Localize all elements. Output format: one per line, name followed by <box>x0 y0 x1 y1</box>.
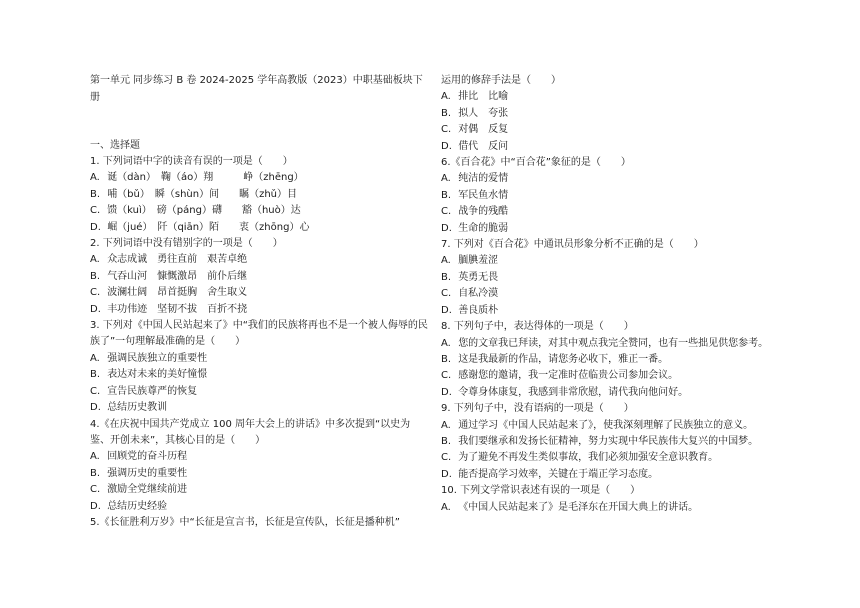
question-stem: 1. 下列词语中字的读音有误的一项是（ ） <box>90 156 293 167</box>
option-label: C. <box>441 124 452 136</box>
option-text: 总结历史教训 <box>107 402 168 414</box>
option-label: B. <box>441 353 452 365</box>
option-text: 强调民族独立的重要性 <box>107 352 208 364</box>
question-stem: 10. 下列文学常识表述有误的一项是（ ） <box>441 485 641 497</box>
answer-option <box>441 336 779 352</box>
question-stem: 5.《长征胜利万岁》中“长征是宣言书，长征是宣传队，长征是播种机” <box>90 516 400 528</box>
answer-option <box>441 106 779 122</box>
question-stem: 6.《百合花》中“百合花”象征的是（ ） <box>441 157 631 169</box>
option-text: 哺（bǔ） 瞬（shùn）间 瞩（zhǔ）目 <box>107 188 298 200</box>
option-text: 这是我最新的作品，请您务必收下，雅正一番。 <box>458 353 669 365</box>
option-text: 激励全党继续前进 <box>107 484 188 496</box>
document-title: 第一单元 同步练习 B 卷 2024-2025 学年高教版（2023）中职基础板块下册 <box>90 75 423 103</box>
answer-option <box>441 467 779 483</box>
option-label: B. <box>90 467 101 479</box>
question-stem: 4.《在庆祝中国共产党成立 100 周年大会上的讲话》中多次提到“以史为鉴、开创未来”，其核心目的是（ ） <box>90 418 411 446</box>
option-label: D. <box>90 303 101 315</box>
option-text: 您的文章我已拜读，对其中观点我完全赞同，也有一些拙见供您参考。 <box>458 337 769 349</box>
option-text: 《中国人民站起来了》是毛泽东在开国大典上的讲话。 <box>458 501 699 513</box>
answer-option <box>90 302 428 318</box>
option-text: 军民鱼水情 <box>458 189 509 201</box>
option-label: C. <box>441 452 452 464</box>
option-label: C. <box>441 206 452 218</box>
answer-option <box>90 170 428 186</box>
option-text: 波澜壮阔 昂首挺胸 舍生取义 <box>107 287 248 299</box>
option-text: 感谢您的邀请，我一定准时莅临贵公司参加会议。 <box>458 370 679 382</box>
option-label: A. <box>441 501 451 513</box>
question-list-right <box>441 73 779 516</box>
option-label: C. <box>90 205 101 217</box>
answer-option <box>90 499 428 515</box>
option-label: D. <box>90 221 101 233</box>
section-heading: 一、选择题 <box>90 140 140 151</box>
answer-option <box>441 171 779 187</box>
answer-option <box>441 434 779 450</box>
option-text: 回顾党的奋斗历程 <box>107 451 188 463</box>
option-label: B. <box>90 188 101 200</box>
answer-option <box>441 122 779 138</box>
answer-option <box>90 400 428 416</box>
question-stem: 3. 下列对《中国人民站起来了》中“我们的民族将再也不是一个被人侮辱的民族了”一句理解最准确的是（ ） <box>90 320 428 348</box>
answer-option <box>441 204 779 220</box>
option-label: B. <box>441 107 452 119</box>
option-text: 表达对未来的美好憧憬 <box>107 369 208 381</box>
option-text: 对偶 反复 <box>458 124 509 136</box>
option-text: 自私冷漠 <box>458 288 499 300</box>
option-text: 能否提高学习效率，关键在于端正学习态度。 <box>458 468 659 480</box>
option-label: D. <box>441 140 452 152</box>
option-label: A. <box>90 352 100 364</box>
answer-option <box>441 352 779 368</box>
option-label: C. <box>90 287 101 299</box>
option-label: D. <box>441 304 452 316</box>
question-stem: 2. 下列词语中没有错别字的一项是（ ） <box>90 238 283 250</box>
option-text: 崛（jué） 阡（qiān）陌 衷（zhōng）心 <box>107 221 310 233</box>
answer-option <box>441 500 779 516</box>
answer-option <box>441 450 779 466</box>
question-stem: 运用的修辞手法是（ ） <box>441 75 561 86</box>
answer-option <box>441 385 779 401</box>
answer-option <box>441 139 779 155</box>
option-text: 纯洁的爱情 <box>458 173 509 185</box>
option-label: A. <box>90 172 100 184</box>
answer-option <box>90 449 428 465</box>
option-label: A. <box>441 419 451 431</box>
option-text: 众志成诚 勇往直前 艰苦卓绝 <box>107 254 248 266</box>
option-label: B. <box>441 189 452 201</box>
option-text: 宣告民族尊严的恢复 <box>107 385 198 397</box>
option-label: A. <box>90 451 100 463</box>
option-label: D. <box>441 468 452 480</box>
option-label: D. <box>441 386 452 398</box>
option-text: 生命的脆弱 <box>458 222 509 234</box>
question-stem: 9. 下列句子中，没有语病的一项是（ ） <box>441 403 634 415</box>
answer-option <box>90 269 428 285</box>
answer-option <box>90 285 428 301</box>
question-stem: 8. 下列句子中，表达得体的一项是（ ） <box>441 321 634 333</box>
answer-option <box>441 303 779 319</box>
answer-option <box>90 367 428 383</box>
answer-option <box>441 418 779 434</box>
answer-option <box>90 351 428 367</box>
answer-option <box>441 188 779 204</box>
option-text: 借代 反问 <box>458 140 509 152</box>
answer-option <box>90 466 428 482</box>
answer-option <box>441 89 779 105</box>
option-text: 令尊身体康复，我感到非常欣慰，请代我向他问好。 <box>458 386 689 398</box>
option-text: 排比 比喻 <box>458 91 509 103</box>
option-label: B. <box>441 435 452 447</box>
option-text: 战争的残酷 <box>458 206 509 218</box>
option-label: D. <box>90 500 101 512</box>
answer-option <box>90 384 428 400</box>
option-label: C. <box>90 385 101 397</box>
option-text: 总结历史经验 <box>107 500 168 512</box>
option-text: 英勇无畏 <box>458 271 499 283</box>
option-text: 通过学习《中国人民站起来了》，使我深刻理解了民族独立的意义。 <box>458 419 754 431</box>
option-label: A. <box>90 254 100 266</box>
answer-option <box>441 270 779 286</box>
option-text: 腼腆羞涩 <box>458 255 499 267</box>
answer-option <box>441 286 779 302</box>
question-stem: 7. 下列对《百合花》中通讯员形象分析不正确的是（ ） <box>441 239 704 251</box>
option-label: D. <box>441 222 452 234</box>
answer-option <box>90 220 428 236</box>
option-text: 强调历史的重要性 <box>107 467 188 479</box>
option-text: 丰功伟迹 坚韧不拔 百折不挠 <box>107 303 248 315</box>
option-label: A. <box>441 337 451 349</box>
option-label: A. <box>441 255 451 267</box>
answer-option <box>441 253 779 269</box>
option-text: 善良质朴 <box>458 304 499 316</box>
option-label: C. <box>441 370 452 382</box>
option-text: 拟人 夸张 <box>458 107 509 119</box>
option-text: 诞（dàn） 鞠（áo）翔 峥（zhēng） <box>107 172 304 184</box>
answer-option <box>90 187 428 203</box>
option-text: 馈（kuì） 磅（páng）礴 豁（huò）达 <box>107 205 301 217</box>
option-text: 我们要继承和发扬长征精神，努力实现中华民族伟大复兴的中国梦。 <box>458 435 759 447</box>
answer-option <box>90 482 428 498</box>
answer-option <box>441 221 779 237</box>
option-label: B. <box>90 369 101 381</box>
option-text: 气吞山河 慷慨激昂 前仆后继 <box>107 270 248 282</box>
option-label: C. <box>90 484 101 496</box>
answer-option <box>90 203 428 219</box>
option-label: D. <box>90 402 101 414</box>
answer-option <box>441 368 779 384</box>
option-label: A. <box>441 91 451 103</box>
option-label: C. <box>441 288 452 300</box>
option-label: B. <box>90 270 101 282</box>
option-label: B. <box>441 271 452 283</box>
option-label: A. <box>441 173 451 185</box>
question-list-left <box>90 154 428 531</box>
answer-option <box>90 252 428 268</box>
option-text: 为了避免不再发生类似事故，我们必须加强安全意识教育。 <box>458 452 719 464</box>
